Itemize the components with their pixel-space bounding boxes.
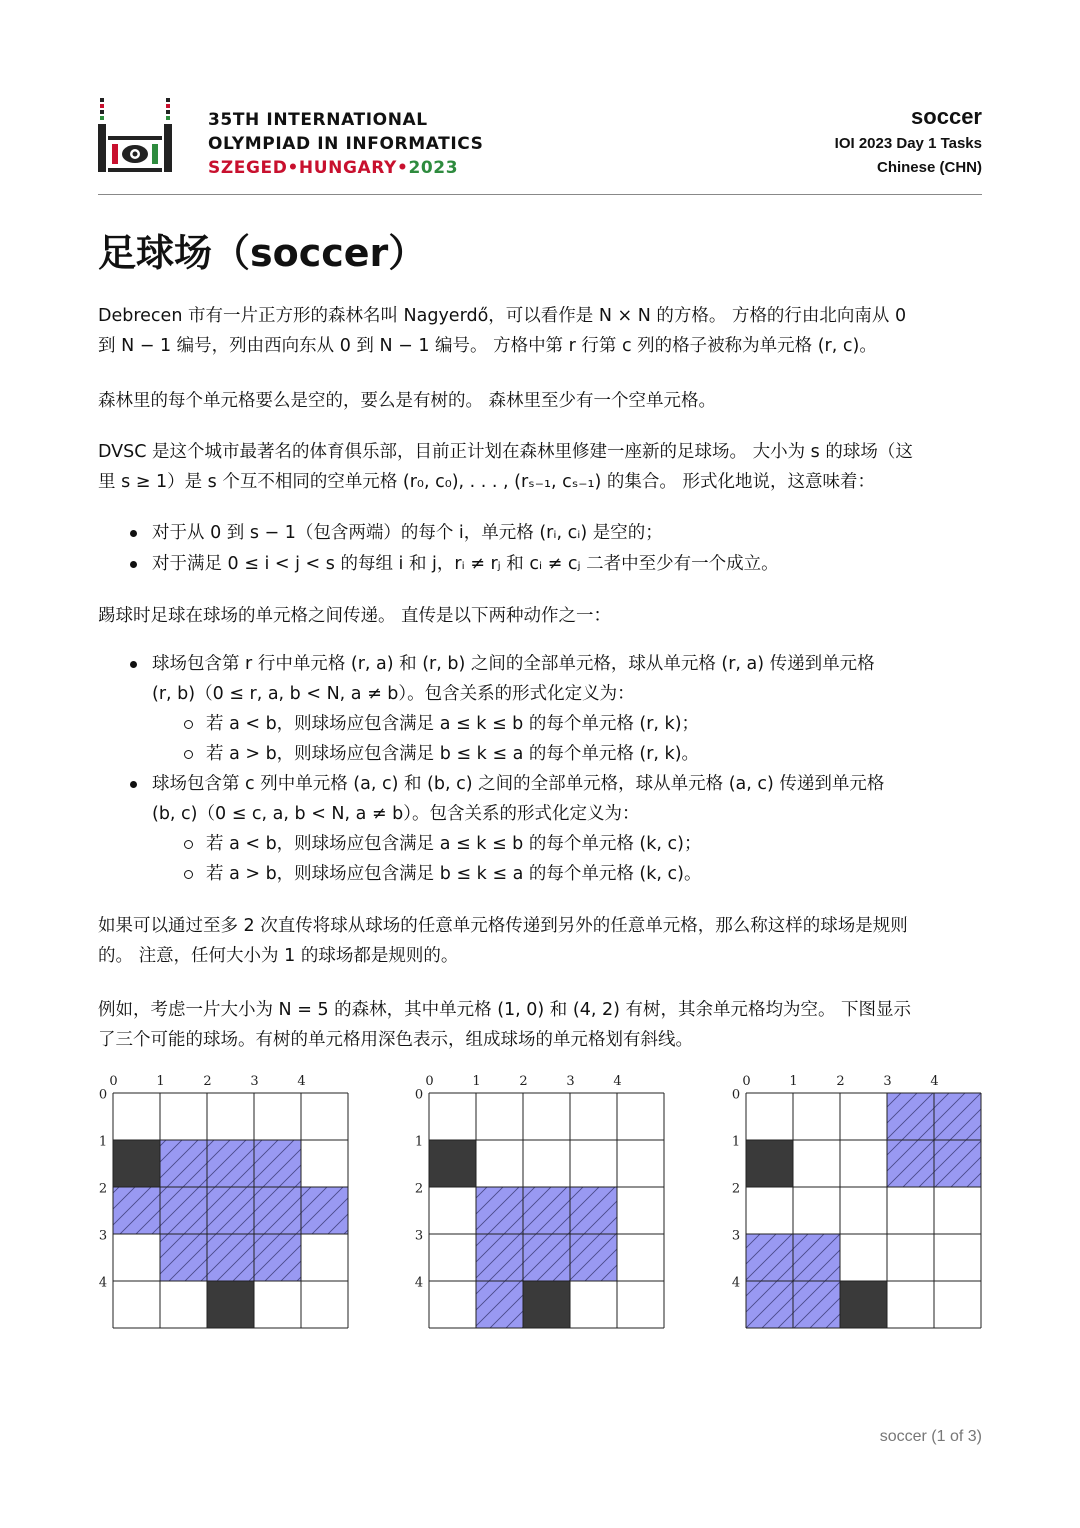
tree-cell — [746, 1140, 793, 1187]
row-label: 3 — [414, 1228, 424, 1244]
column-label: 4 — [297, 1074, 306, 1089]
bullet-dot — [130, 661, 137, 668]
column-label: 3 — [566, 1074, 575, 1089]
column-label: 4 — [613, 1074, 622, 1089]
paragraph-line: 里 s ≥ 1）是 s 个互不相同的空单元格 (r₀, c₀), . . . , (rₛ₋₁, cₛ₋₁) 的集合。 形式化地说，这意味着： — [98, 472, 875, 492]
row-label: 4 — [98, 1275, 108, 1291]
column-label: 1 — [472, 1074, 481, 1089]
sub-bullet-col-a-gt-b: 若 a > b，则球场应包含满足 b ≤ k ≤ a 的每个单元格 (k, c)。 — [206, 864, 702, 884]
stadium-cell — [934, 1140, 981, 1187]
paragraph-line: Debrecen 市有一片正方形的森林名叫 Nagyerdő，可以看作是 N × N 的方格。 方格的行由北向南从 0 — [98, 306, 907, 326]
org-line-2: OLYMPIAD IN INFORMATICS — [208, 134, 484, 154]
bullet-line: 球场包含第 c 列中单元格 (a, c) 和 (b, c) 之间的全部单元格，球从单元格 (a, c) 传递到单元格 — [152, 774, 885, 794]
row-label: 1 — [98, 1134, 108, 1150]
stadium-cell — [254, 1234, 301, 1281]
tree-cell — [113, 1140, 160, 1187]
paragraph-line: DVSC 是这个城市最著名的体育俱乐部，目前正计划在森林里修建一座新的足球场。 大小为 s 的球场（这 — [98, 442, 913, 462]
paragraph-stadium — [98, 437, 982, 497]
stadium-cell — [301, 1187, 348, 1234]
stadium-cell — [793, 1281, 840, 1328]
paragraph-line: 了三个可能的球场。有树的单元格用深色表示，组成球场的单元格划有斜线。 — [98, 1030, 693, 1050]
task-language: Chinese (CHN) — [876, 159, 982, 176]
stadium-cell — [746, 1234, 793, 1281]
column-label: 0 — [425, 1074, 434, 1089]
row-label: 4 — [414, 1275, 424, 1291]
column-label: 2 — [519, 1074, 528, 1089]
stadium-cell — [746, 1281, 793, 1328]
bullet-line: 球场包含第 r 行中单元格 (r, a) 和 (r, b) 之间的全部单元格，球从单元格 (r, a) 传递到单元格 — [152, 654, 875, 674]
row-label: 1 — [731, 1134, 741, 1150]
row-label: 2 — [414, 1181, 424, 1197]
tree-cell — [429, 1140, 476, 1187]
bullet-row-kick — [152, 649, 875, 709]
ioi-logo — [98, 98, 176, 174]
stadium-cell — [476, 1281, 523, 1328]
stadium-cell — [207, 1234, 254, 1281]
paragraph-line: 如果可以通过至多 2 次直传将球从球场的任意单元格传递到另外的任意单元格，那么称这样的球场是规则 — [98, 916, 908, 936]
paragraph-straight-kick: 踢球时足球在球场的单元格之间传递。 直传是以下两种动作之一： — [98, 606, 612, 626]
sub-bullet-circle — [184, 870, 193, 879]
stadium-cell — [207, 1140, 254, 1187]
sub-bullet-col-a-lt-b: 若 a < b，则球场应包含满足 a ≤ k ≤ b 的每个单元格 (k, c)； — [206, 834, 702, 854]
task-day: IOI 2023 Day 1 Tasks — [834, 135, 982, 152]
row-label: 4 — [731, 1275, 741, 1291]
stadium-cell — [523, 1234, 570, 1281]
row-label: 0 — [98, 1087, 108, 1103]
stadium-cell — [887, 1093, 934, 1140]
row-label: 2 — [731, 1181, 741, 1197]
row-label: 3 — [731, 1228, 741, 1244]
bullet-empty-cells: 对于从 0 到 s − 1（包含两端）的每个 i，单元格 (rᵢ, cᵢ) 是空的； — [152, 523, 663, 543]
row-label: 0 — [414, 1087, 424, 1103]
paragraph-intro — [98, 301, 982, 361]
tree-cell — [840, 1281, 887, 1328]
column-label: 4 — [930, 1074, 939, 1089]
example-figures — [0, 1066, 1080, 1336]
column-label: 1 — [789, 1074, 798, 1089]
paragraph-example — [98, 995, 982, 1055]
org-city: SZEGED•HUNGARY• — [208, 158, 409, 178]
stadium-cell — [160, 1234, 207, 1281]
stadium-cell — [934, 1093, 981, 1140]
stadium-cell — [254, 1187, 301, 1234]
column-label: 3 — [250, 1074, 259, 1089]
task-info — [835, 102, 982, 180]
paragraph-cells: 森林里的每个单元格要么是空的，要么是有树的。 森林里至少有一个空单元格。 — [98, 391, 717, 411]
organizer-title — [208, 108, 484, 180]
sub-bullet-circle — [184, 720, 193, 729]
bullet-dot — [130, 561, 137, 568]
tree-cell — [523, 1281, 570, 1328]
column-label: 1 — [156, 1074, 165, 1089]
column-label: 0 — [109, 1074, 118, 1089]
stadium-cell — [523, 1187, 570, 1234]
column-label: 2 — [836, 1074, 845, 1089]
stadium-cell — [160, 1140, 207, 1187]
sub-bullet-circle — [184, 840, 193, 849]
bullet-line: (b, c)（0 ≤ c, a, b < N, a ≠ b）。包含关系的形式化定义为： — [152, 804, 640, 824]
paragraph-line: 例如，考虑一片大小为 N = 5 的森林，其中单元格 (1, 0) 和 (4, 2) 有树，其余单元格均为空。 下图显示 — [98, 1000, 912, 1020]
bullet-line: (r, b)（0 ≤ r, a, b < N, a ≠ b）。包含关系的形式化定义为： — [152, 684, 635, 704]
bullet-column-kick — [152, 769, 884, 829]
forest-grid-3 — [732, 1074, 981, 1328]
bullet-dot — [130, 530, 137, 537]
bullet-distinct-cells: 对于满足 0 ≤ i < j < s 的每组 i 和 j，rᵢ ≠ rⱼ 和 cᵢ ≠ cⱼ 二者中至少有一个成立。 — [152, 554, 779, 574]
paragraph-line: 的。 注意，任何大小为 1 的球场都是规则的。 — [98, 946, 459, 966]
stadium-cell — [113, 1187, 160, 1234]
stadium-cell — [476, 1234, 523, 1281]
sub-bullet-row-a-lt-b: 若 a < b，则球场应包含满足 a ≤ k ≤ b 的每个单元格 (r, k)； — [206, 714, 700, 734]
page-footer: soccer (1 of 3) — [879, 1428, 982, 1445]
row-label: 2 — [98, 1181, 108, 1197]
forest-grid-1 — [99, 1074, 348, 1328]
stadium-cell — [254, 1140, 301, 1187]
row-label: 3 — [98, 1228, 108, 1244]
paragraph-regular — [98, 911, 982, 971]
org-line-1: 35TH INTERNATIONAL — [208, 110, 428, 130]
org-year: 2023 — [408, 158, 459, 178]
row-label: 0 — [731, 1087, 741, 1103]
sub-bullet-circle — [184, 750, 193, 759]
stadium-cell — [793, 1234, 840, 1281]
stadium-cell — [160, 1187, 207, 1234]
paragraph-line: 到 N − 1 编号，列由西向东从 0 到 N − 1 编号。 方格中第 r 行第 c 列的格子被称为单元格 (r, c)。 — [98, 336, 877, 356]
task-name: soccer — [911, 104, 982, 129]
stadium-cell — [887, 1140, 934, 1187]
stadium-cell — [570, 1187, 617, 1234]
column-label: 2 — [203, 1074, 212, 1089]
stadium-cell — [570, 1234, 617, 1281]
column-label: 3 — [883, 1074, 892, 1089]
header-divider — [98, 194, 982, 195]
sub-bullet-row-a-gt-b: 若 a > b，则球场应包含满足 b ≤ k ≤ a 的每个单元格 (r, k)。 — [206, 744, 700, 764]
page-title: 足球场（soccer） — [98, 231, 427, 275]
row-label: 1 — [414, 1134, 424, 1150]
tree-cell — [207, 1281, 254, 1328]
stadium-cell — [476, 1187, 523, 1234]
stadium-cell — [207, 1187, 254, 1234]
bullet-dot — [130, 781, 137, 788]
forest-grid-2 — [415, 1074, 664, 1328]
column-label: 0 — [742, 1074, 751, 1089]
